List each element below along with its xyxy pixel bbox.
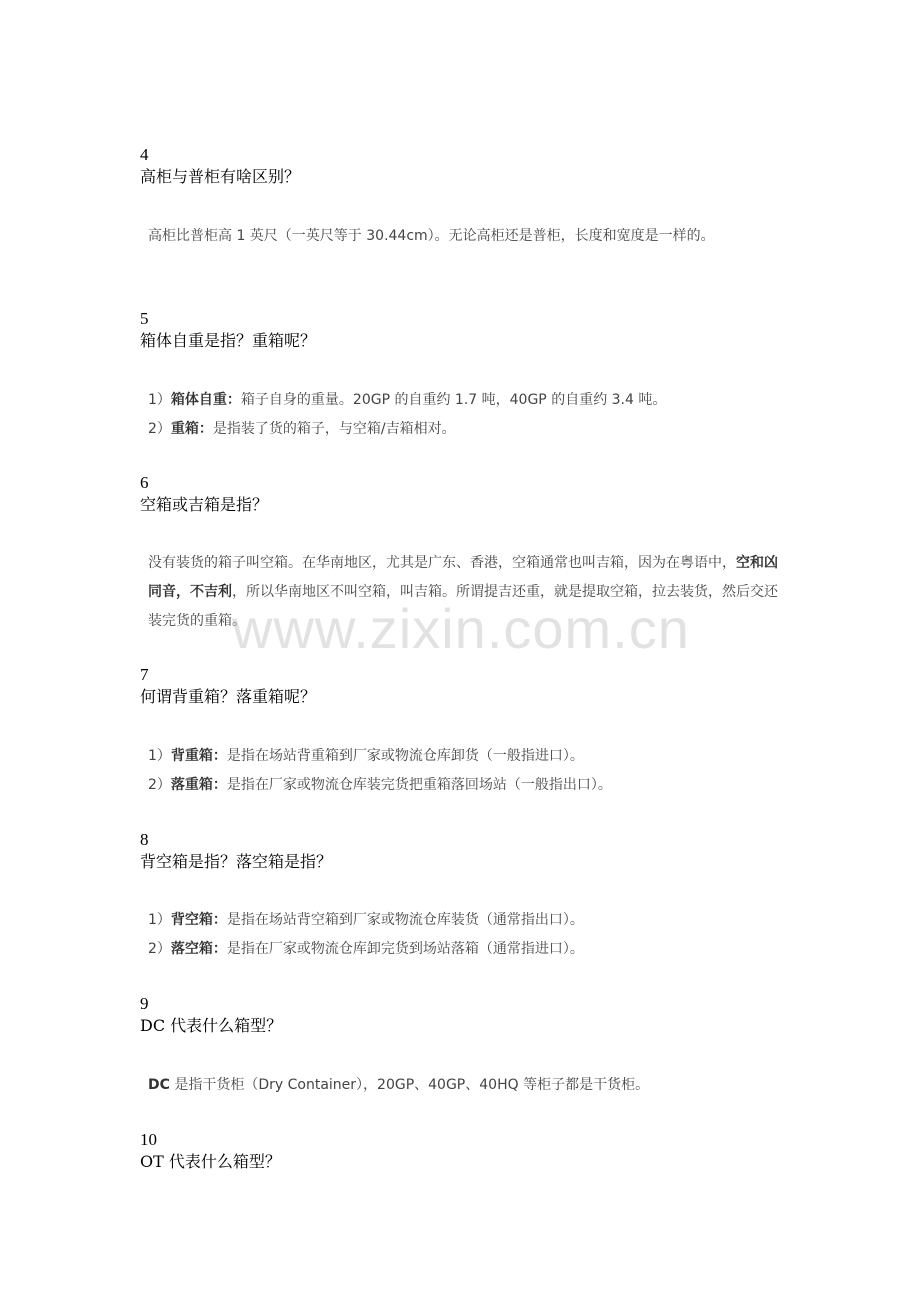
- term: DC: [148, 1077, 170, 1093]
- question-title: DC 代表什么箱型？: [140, 1016, 283, 1035]
- answer-line: [148, 386, 788, 415]
- list-marker: 1）: [148, 912, 171, 928]
- section-5: [140, 309, 316, 353]
- term: 落重箱：: [170, 777, 227, 793]
- answer-4: [148, 222, 788, 251]
- section-4: [140, 145, 300, 189]
- answer-9: [148, 1071, 788, 1100]
- section-7: [140, 665, 316, 709]
- section-number: 10: [140, 1130, 157, 1149]
- answer-text: [148, 1071, 788, 1100]
- definition: 是指干货柜（Dry Container），20GP、40GP、40HQ 等柜子都是干货柜。: [169, 1077, 650, 1093]
- answer-8: [148, 906, 788, 964]
- answer-text: [148, 549, 788, 636]
- question-title: OT 代表什么箱型？: [140, 1152, 281, 1171]
- term: 背空箱：: [170, 912, 227, 928]
- section-8: [140, 830, 332, 874]
- list-marker: 2）: [148, 941, 171, 957]
- definition: 是指装了货的箱子，与空箱/吉箱相对。: [212, 421, 456, 437]
- text-part: 没有装货的箱子叫空箱。在华南地区，尤其是广东、香港，空箱通常也叫吉箱，因为在粤语中，: [148, 555, 736, 571]
- section-number: 6: [140, 473, 149, 492]
- answer-text: 高柜比普柜高 1 英尺（一英尺等于 30.44cm）。无论高柜还是普柜，长度和宽度是一样的。: [148, 228, 715, 244]
- definition: 是指在厂家或物流仓库装完货把重箱落回场站（一般指出口）。: [226, 777, 612, 793]
- answer-line: [148, 906, 788, 935]
- watermark: www.zixin.com.cn: [232, 597, 690, 660]
- answer-6: [148, 549, 788, 636]
- section-10: [140, 1130, 281, 1174]
- term: 箱体自重：: [170, 392, 241, 408]
- answer-7: [148, 742, 788, 800]
- definition: 是指在厂家或物流仓库卸完货到场站落箱（通常指进口）。: [226, 941, 584, 957]
- question-title: 箱体自重是指？重箱呢？: [140, 331, 317, 350]
- section-number: 5: [140, 309, 149, 328]
- answer-line: [148, 415, 788, 444]
- answer-line: [148, 771, 788, 800]
- section-number: 4: [140, 145, 149, 164]
- text-part: ，所以华南地区不叫空箱，叫吉箱。所谓提吉还重，就是提取空箱，拉去装货，然后交还装完货的重箱。: [148, 584, 778, 629]
- section-number: 7: [140, 665, 149, 684]
- question-title: 空箱或吉箱是指？: [140, 495, 269, 514]
- answer-line: [148, 935, 788, 964]
- list-marker: 2）: [148, 421, 171, 437]
- list-marker: 1）: [148, 392, 171, 408]
- section-9: [140, 994, 282, 1038]
- question-title: 何谓背重箱？落重箱呢？: [140, 687, 317, 706]
- section-6: [140, 473, 268, 517]
- section-number: 9: [140, 994, 149, 1013]
- emphasis: 空和凶同音，不吉利: [148, 555, 778, 600]
- term: 落空箱：: [170, 941, 227, 957]
- list-marker: 1）: [148, 748, 171, 764]
- question-title: 背空箱是指？落空箱是指？: [140, 852, 333, 871]
- list-marker: 2）: [148, 777, 171, 793]
- term: 背重箱：: [170, 748, 227, 764]
- definition: 箱子自身的重量。20GP 的自重约 1.7 吨，40GP 的自重约 3.4 吨。: [240, 392, 667, 408]
- section-number: 8: [140, 830, 149, 849]
- answer-line: [148, 742, 788, 771]
- definition: 是指在场站背空箱到厂家或物流仓库装货（通常指出口）。: [226, 912, 584, 928]
- answer-5: [148, 386, 788, 444]
- definition: 是指在场站背重箱到厂家或物流仓库卸货（一般指进口）。: [226, 748, 584, 764]
- term: 重箱：: [170, 421, 213, 437]
- question-title: 高柜与普柜有啥区别？: [140, 167, 301, 186]
